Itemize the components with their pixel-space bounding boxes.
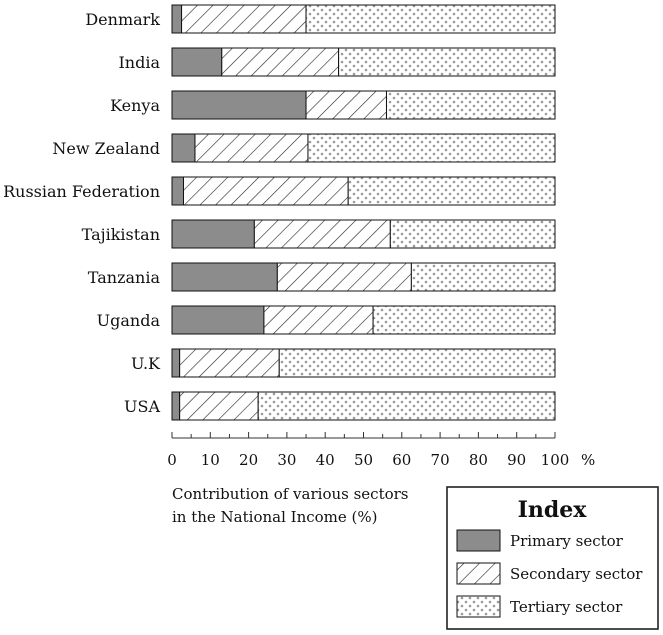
legend-label-secondary: Secondary sector bbox=[510, 565, 643, 583]
bar-segment-tertiary bbox=[279, 349, 555, 377]
legend-label-tertiary: Tertiary sector bbox=[510, 598, 623, 616]
bar-segment-secondary bbox=[306, 91, 386, 119]
bar-segment-tertiary bbox=[411, 263, 555, 291]
bar-segment-tertiary bbox=[348, 177, 555, 205]
x-tick-label: 60 bbox=[392, 451, 412, 469]
bar-segment-secondary bbox=[222, 48, 339, 76]
bar-segment-secondary bbox=[180, 392, 259, 420]
x-tick-label: 10 bbox=[200, 451, 220, 469]
x-axis-label-line-2: in the National Income (%) bbox=[172, 508, 378, 526]
x-tick-label: 20 bbox=[239, 451, 259, 469]
bar-segment-tertiary bbox=[308, 134, 555, 162]
bar-segment-tertiary bbox=[306, 5, 555, 33]
bar-segment-tertiary bbox=[386, 91, 555, 119]
bar-segment-tertiary bbox=[373, 306, 555, 334]
bar-segment-tertiary bbox=[390, 220, 555, 248]
x-tick-label: 50 bbox=[353, 451, 374, 469]
x-axis bbox=[167, 432, 569, 469]
category-label: India bbox=[118, 53, 160, 72]
bar-segment-secondary bbox=[195, 134, 308, 162]
category-label: U.K bbox=[130, 354, 160, 373]
bar-segment-primary bbox=[172, 220, 254, 248]
x-tick-label: 40 bbox=[315, 451, 335, 469]
category-label: Denmark bbox=[85, 10, 160, 29]
bar-segment-secondary bbox=[182, 5, 306, 33]
category-label: Tanzania bbox=[87, 268, 160, 287]
bar-segment-secondary bbox=[254, 220, 390, 248]
bar-segment-primary bbox=[172, 5, 182, 33]
legend-title: Index bbox=[517, 497, 587, 523]
bar-segment-secondary bbox=[264, 306, 373, 334]
bar-segment-tertiary bbox=[339, 48, 555, 76]
x-tick-label: 30 bbox=[277, 451, 297, 469]
category-label: USA bbox=[124, 397, 160, 416]
legend-swatch-secondary bbox=[457, 563, 500, 584]
category-label: Russian Federation bbox=[3, 182, 160, 201]
x-axis-unit: % bbox=[581, 451, 596, 469]
legend-swatch-primary bbox=[457, 530, 500, 551]
category-label: New Zealand bbox=[52, 139, 160, 158]
legend-label-primary: Primary sector bbox=[510, 532, 623, 550]
x-axis-label-line-1: Contribution of various sectors bbox=[172, 485, 409, 503]
bar-segment-primary bbox=[172, 349, 180, 377]
bar-segment-primary bbox=[172, 392, 180, 420]
bar-segment-primary bbox=[172, 91, 306, 119]
bar-segment-primary bbox=[172, 306, 264, 334]
category-label: Kenya bbox=[110, 96, 160, 115]
bar-segment-secondary bbox=[183, 177, 348, 205]
x-tick-label: 80 bbox=[468, 451, 488, 469]
x-tick-label: 70 bbox=[430, 451, 450, 469]
legend-swatch-tertiary bbox=[457, 596, 500, 617]
bars-group bbox=[3, 5, 555, 420]
bar-segment-primary bbox=[172, 134, 195, 162]
bar-segment-primary bbox=[172, 263, 277, 291]
bar-segment-secondary bbox=[180, 349, 280, 377]
bar-segment-tertiary bbox=[258, 392, 555, 420]
x-tick-label: 0 bbox=[167, 451, 177, 469]
bar-segment-primary bbox=[172, 48, 222, 76]
legend bbox=[447, 487, 658, 629]
x-tick-label: 90 bbox=[507, 451, 527, 469]
category-label: Uganda bbox=[96, 311, 160, 330]
category-label: Tajikistan bbox=[81, 225, 160, 244]
bar-segment-primary bbox=[172, 177, 183, 205]
bar-segment-secondary bbox=[277, 263, 411, 291]
x-tick-label: 100 bbox=[540, 451, 570, 469]
